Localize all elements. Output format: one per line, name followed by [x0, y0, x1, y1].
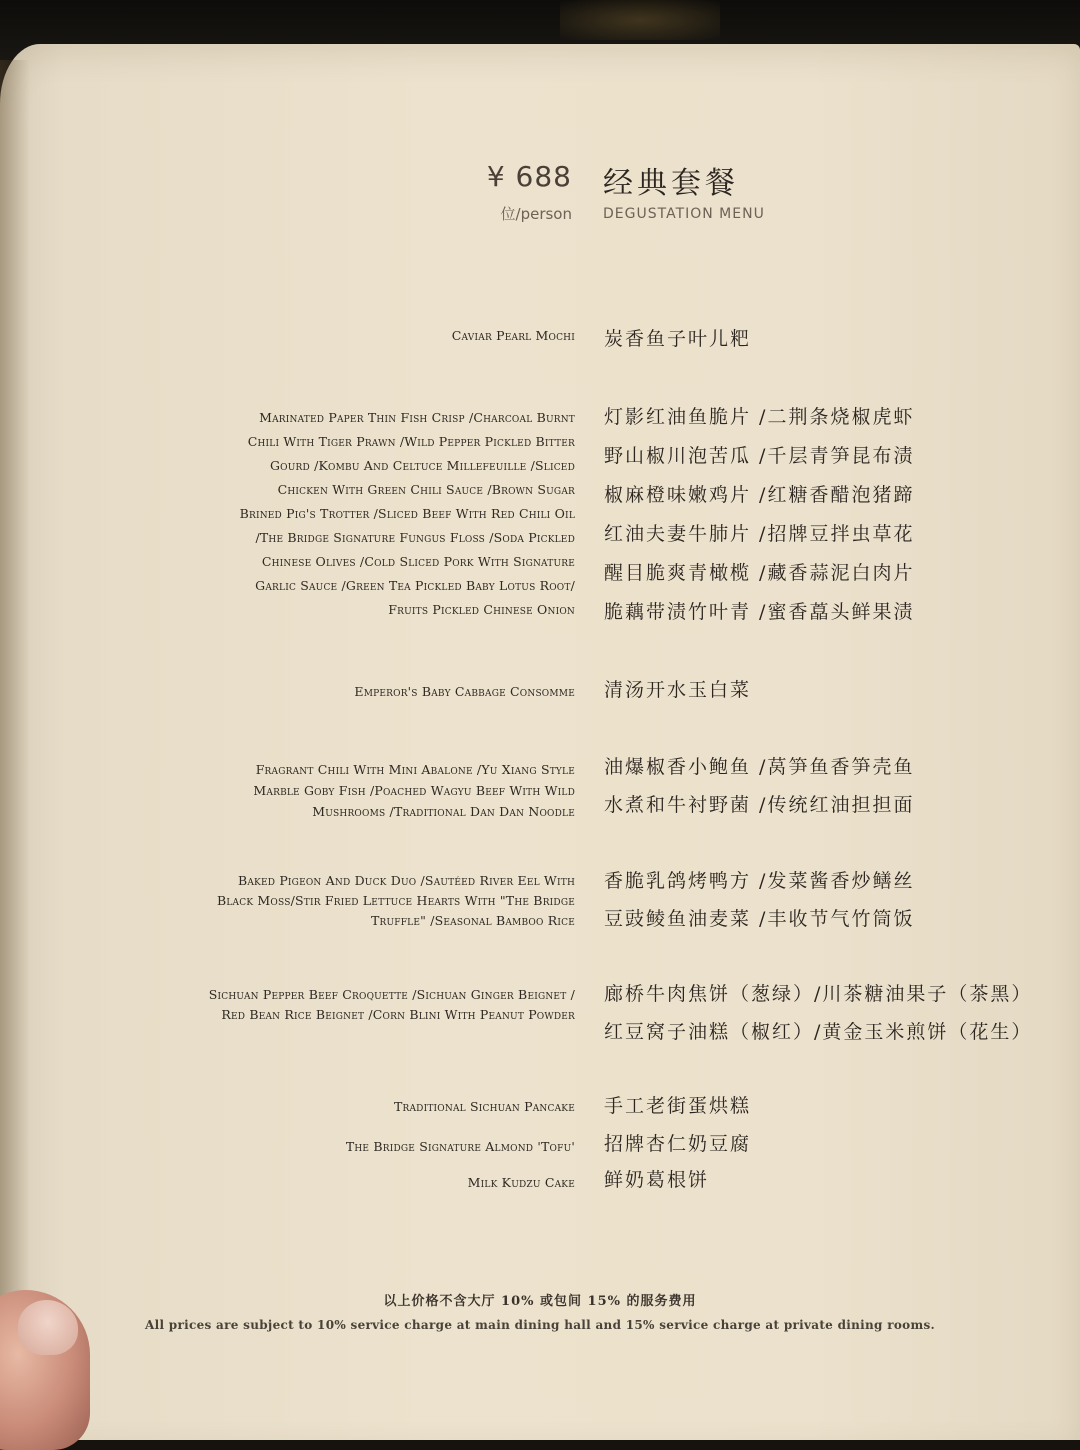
page-curl-shadow	[0, 60, 30, 1440]
course-cn-line: 廊桥牛肉焦饼（葱绿）/川茶糖油果子（茶黑）	[604, 983, 1033, 1005]
course-cn-line: 油爆椒香小鲍鱼 /莴笋鱼香笋壳鱼	[604, 756, 915, 778]
course-cn-line: 鲜奶葛根饼	[604, 1169, 710, 1191]
course-cn-line: 灯影红油鱼脆片 /二荆条烧椒虎虾	[604, 406, 915, 428]
menu-title-en: DEGUSTATION MENU	[603, 206, 765, 222]
menu-price: ¥ 688	[486, 160, 572, 193]
course-cn-line: 红油夫妻牛肺片 /招牌豆拌虫草花	[604, 523, 915, 545]
course-cn-line: 脆藕带渍竹叶青 /蜜香藠头鲜果渍	[604, 601, 915, 623]
service-charge-note-en: All prices are subject to 10% service charge at main dining hall and 15% service charge at private dining rooms.	[145, 1318, 935, 1332]
course-en-line: Marble Goby Fish /Poached Wagyu Beef With Wild	[253, 783, 575, 798]
course-en-line: The Bridge Signature Almond 'Tofu'	[345, 1139, 575, 1154]
course-en-line: Black Moss/Stir Fried Lettuce Hearts With "The Bridge	[216, 893, 575, 908]
price-unit: 位/person	[500, 205, 572, 223]
course-en-line: Chili With Tiger Prawn /Wild Pepper Pickled Bitter	[247, 434, 575, 449]
course-cn-line: 手工老街蛋烘糕	[604, 1095, 752, 1117]
course-en-line: Baked Pigeon And Duck Duo /Sautéed River Eel With	[237, 873, 575, 888]
course-en-line: Truffle" /Seasonal Bamboo Rice	[370, 913, 575, 928]
course-en-line: Emperor's Baby Cabbage Consomme	[354, 684, 575, 699]
course-en-line: Chinese Olives /Cold Sliced Pork With Signature	[261, 554, 575, 569]
course-en-line: Mushrooms /Traditional Dan Dan Noodle	[312, 804, 575, 819]
course-cn-line: 水煮和牛衬野菌 /传统红油担担面	[604, 794, 915, 816]
menu-title-cn: 经典套餐	[603, 166, 739, 201]
course-cn-line: 豆豉鲮鱼油麦菜 /丰收节气竹筒饭	[604, 908, 915, 930]
course-en-line: Fragrant Chili With Mini Abalone /Yu Xiang Style	[255, 762, 575, 777]
course-en-line: Garlic Sauce /Green Tea Pickled Baby Lotus Root/	[255, 578, 575, 593]
course-en-line: Marinated Paper Thin Fish Crisp /Charcoal Burnt	[259, 410, 575, 425]
thumbnail-nail	[18, 1300, 78, 1355]
course-en-line: Red Bean Rice Beignet /Corn Blini With Peanut Powder	[221, 1007, 575, 1022]
course-cn-line: 椒麻橙味嫩鸡片 /红糖香醋泡猪蹄	[604, 484, 915, 506]
course-cn-line: 香脆乳鸽烤鸭方 /发菜酱香炒鳝丝	[604, 870, 915, 892]
course-en-line: Caviar Pearl Mochi	[451, 328, 575, 343]
course-en-line: Brined Pig's Trotter /Sliced Beef With Red Chili Oil	[239, 506, 575, 521]
course-cn-line: 清汤开水玉白菜	[604, 679, 752, 701]
course-en-line: Gourd /Kombu And Celtuce Millefeuille /Sliced	[269, 458, 575, 473]
course-en-line: Milk Kudzu Cake	[467, 1175, 575, 1190]
course-cn-line: 醒目脆爽青橄榄 /藏香蒜泥白肉片	[604, 562, 915, 584]
course-en-line: /The Bridge Signature Fungus Floss /Soda Pickled	[255, 530, 575, 545]
course-en-line: Fruits Pickled Chinese Onion	[388, 602, 575, 617]
menu-page	[0, 44, 1080, 1440]
course-cn-line: 炭香鱼子叶儿粑	[604, 328, 752, 350]
course-en-line: Sichuan Pepper Beef Croquette /Sichuan Ginger Beignet /	[208, 987, 575, 1002]
background-light	[560, 0, 720, 40]
course-cn-line: 野山椒川泡苦瓜 /千层青笋昆布渍	[604, 445, 915, 467]
course-en-line: Traditional Sichuan Pancake	[393, 1099, 575, 1114]
service-charge-note-cn: 以上价格不含大厅 10% 或包间 15% 的服务费用	[383, 1294, 697, 1309]
course-en-line: Chicken With Green Chili Sauce /Brown Sugar	[277, 482, 575, 497]
course-cn-line: 红豆窝子油糕（椒红）/黄金玉米煎饼（花生）	[604, 1021, 1033, 1043]
course-cn-line: 招牌杏仁奶豆腐	[604, 1133, 752, 1155]
